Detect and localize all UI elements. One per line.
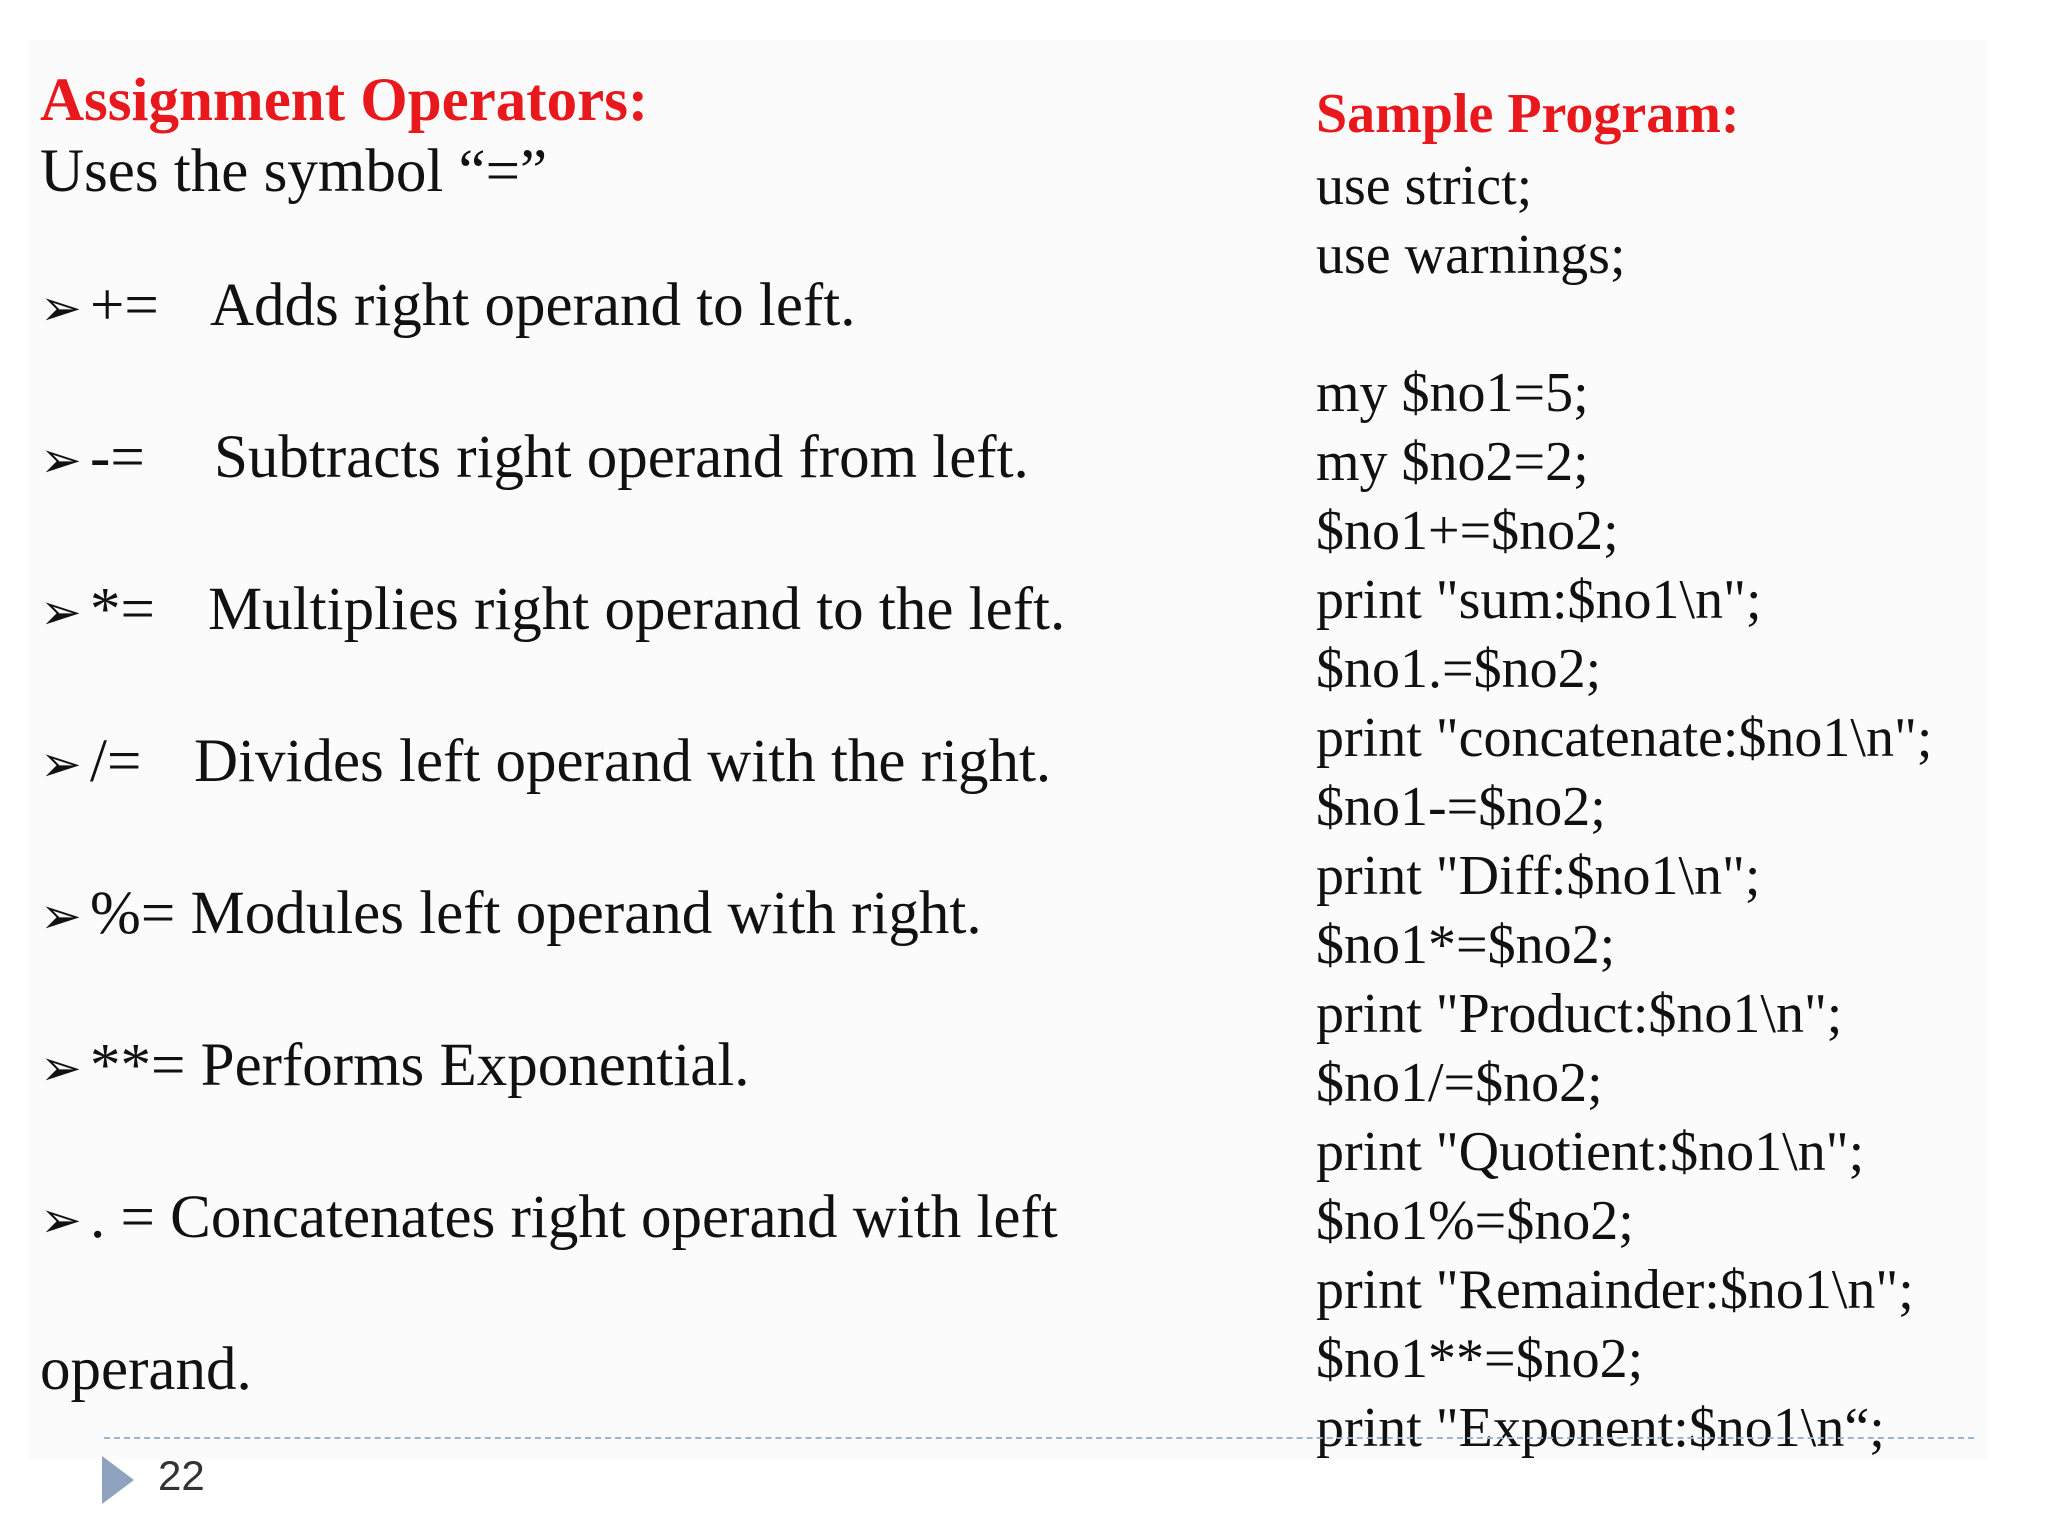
code-line: my $no2=2; [1316,431,1589,493]
symbol-description: Uses the symbol “=” [40,138,548,205]
operator-item-exponent [40,1030,750,1104]
operator-symbol: . = [90,1184,155,1251]
code-line: $no1%=$no2; [1316,1190,1634,1252]
code-line: my $no1=5; [1316,362,1589,424]
code-line: print "Diff:$no1\n"; [1316,845,1761,907]
bullet-arrow-icon: ➢ [40,1039,82,1097]
slide-marker-triangle-icon [102,1456,134,1504]
operator-description: Multiplies right operand to the left. [208,576,1066,643]
code-line: $no1**=$no2; [1316,1328,1644,1390]
bullet-arrow-icon: ➢ [40,279,82,337]
operator-symbol: -= [90,424,145,491]
operator-item-multiply [40,574,1065,648]
code-blank-line [1316,290,2016,359]
code-line: $no1*=$no2; [1316,914,1616,976]
left-column [40,60,1240,1403]
code-line: $no1+=$no2; [1316,500,1619,562]
bullet-arrow-icon: ➢ [40,735,82,793]
code-block [1316,152,2016,1463]
operator-symbol: *= [90,576,155,643]
bullet-arrow-icon: ➢ [40,431,82,489]
code-line: print "concatenate:$no1\n"; [1316,707,1933,769]
assignment-operators-heading: Assignment Operators: [40,67,649,134]
operator-symbol: /= [90,728,142,795]
operator-description: Adds right operand to left. [210,272,856,339]
operator-description: Concatenates right operand with left [170,1184,1058,1251]
operator-item-concatenate [40,1182,1058,1256]
bullet-arrow-icon: ➢ [40,1191,82,1249]
operator-item-modulus [40,878,982,952]
operator-description: Subtracts right operand from left. [214,424,1029,491]
sample-program-heading: Sample Program: [1316,83,1740,145]
code-line: print "sum:$no1\n"; [1316,569,1762,631]
bullet-arrow-icon: ➢ [40,583,82,641]
operator-symbol: **= [90,1032,186,1099]
code-line: $no1/=$no2; [1316,1052,1603,1114]
code-line: print "Quotient:$no1\n"; [1316,1121,1865,1183]
operator-item-divide [40,726,1051,800]
bullet-arrow-icon: ➢ [40,887,82,945]
code-line: $no1-=$no2; [1316,776,1606,838]
operator-item-subtract [40,422,1029,496]
operator-item-add [40,270,855,344]
concatenate-description-continuation: operand. [40,1336,252,1403]
operator-symbol: %= [90,880,176,947]
code-line: use warnings; [1316,224,1626,286]
code-line: print "Exponent:$no1\n“; [1316,1397,1885,1459]
operator-symbol: += [90,272,159,339]
sample-program-column [1316,76,2016,1463]
operator-description: Divides left operand with the right. [194,728,1052,795]
page-number: 22 [158,1452,205,1499]
footer-divider [104,1437,1974,1439]
code-line: print "Product:$no1\n"; [1316,983,1843,1045]
code-line: use strict; [1316,155,1533,217]
operator-description: Modules left operand with right. [190,880,982,947]
code-line: print "Remainder:$no1\n"; [1316,1259,1914,1321]
code-line: $no1.=$no2; [1316,638,1602,700]
operator-description: Performs Exponential. [200,1032,750,1099]
